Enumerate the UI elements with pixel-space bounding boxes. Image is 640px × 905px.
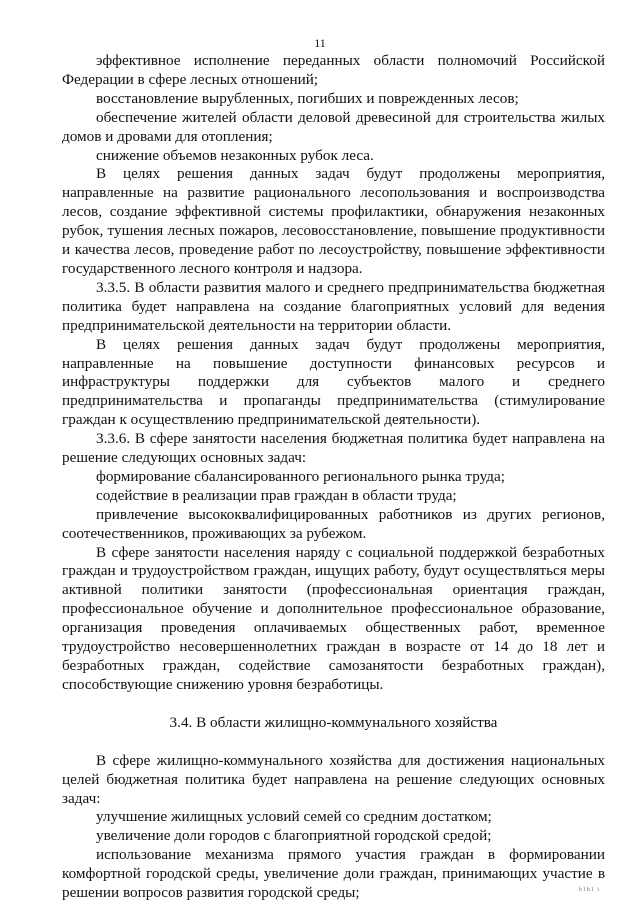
paragraph: В сфере занятости населения наряду с социальной поддержкой безработных граждан и трудоустройством граждан, ищущих работу, будут осуществляться меры активной политики занятости (профессиональная ориентация граждан, профессиональное обучение и дополнительное профессиональное образование, организация проведения оплачиваемых общественных работ, временное трудоустройство несовершеннолетних граждан в возрасте от 14 до 18 лет и безработных граждан, содействие самозанятости безработных граждан), способствующие снижению уровня безработицы. [62, 543, 605, 693]
paragraph: 3.3.6. В сфере занятости населения бюджетная политика будет направлена на решение следующих основных задач: [62, 430, 605, 467]
paragraph: В сфере жилищно-коммунального хозяйства для достижения национальных целей бюджетная политика будет направлена на решение следующих основных задач: [62, 751, 605, 807]
paragraph: 3.3.5. В области развития малого и среднего предпринимательства бюджетная политика будет направлена на создание благоприятных условий для ведения предпринимательской деятельности на территории области. [62, 278, 605, 334]
paragraph: восстановление вырубленных, погибших и поврежденных лесов; [96, 89, 519, 107]
paragraph: снижение объемов незаконных рубок леса. [96, 146, 374, 164]
document-body [62, 52, 605, 903]
paragraph: формирование сбалансированного регионального рынка труда; [96, 467, 505, 485]
paragraph: использование механизма прямого участия граждан в формировании комфортной городской среды, увеличение доли граждан, принимающих участие в решении вопросов развития городской среды; [62, 846, 605, 902]
paragraph: В целях решения данных задач будут продолжены мероприятия, направленные на повышение доступности финансовых ресурсов и инфраструктуры поддержки для субъектов малого и среднего предпринимательства и пропаганды предпринимательства (стимулирование граждан к осуществлению предпринимательской деятельности). [62, 335, 605, 429]
paragraph: увеличение доли городов с благоприятной городской средой; [96, 827, 492, 845]
paragraph: содействие в реализации прав граждан в области труда; [96, 486, 457, 504]
footer-mark: h1h1 i [578, 887, 600, 893]
page-number: 11 [314, 36, 326, 50]
paragraph: привлечение высококвалифицированных работников из других регионов, соотечественников, проживающих за рубежом. [62, 505, 605, 542]
paragraph: обеспечение жителей области деловой древесиной для строительства жилых домов и дровами для отопления; [62, 108, 605, 145]
paragraph: улучшение жилищных условий семей со средним достатком; [96, 808, 492, 826]
paragraph: эффективное исполнение переданных области полномочий Российской Федерации в сфере лесных отношений; [62, 52, 605, 88]
section-heading: 3.4. В области жилищно-коммунального хозяйства [169, 713, 498, 731]
paragraph: В целях решения данных задач будут продолжены мероприятия, направленные на развитие рационального лесопользования и воспроизводства лесов, создание эффективной системы профилактики, обнаружения незаконных рубок, тушения лесных пожаров, лесовосстановление, повышение продуктивности и качества лесов, проведение работ по лесоустройству, повышение эффективности государственного лесного контроля и надзора. [62, 165, 605, 277]
